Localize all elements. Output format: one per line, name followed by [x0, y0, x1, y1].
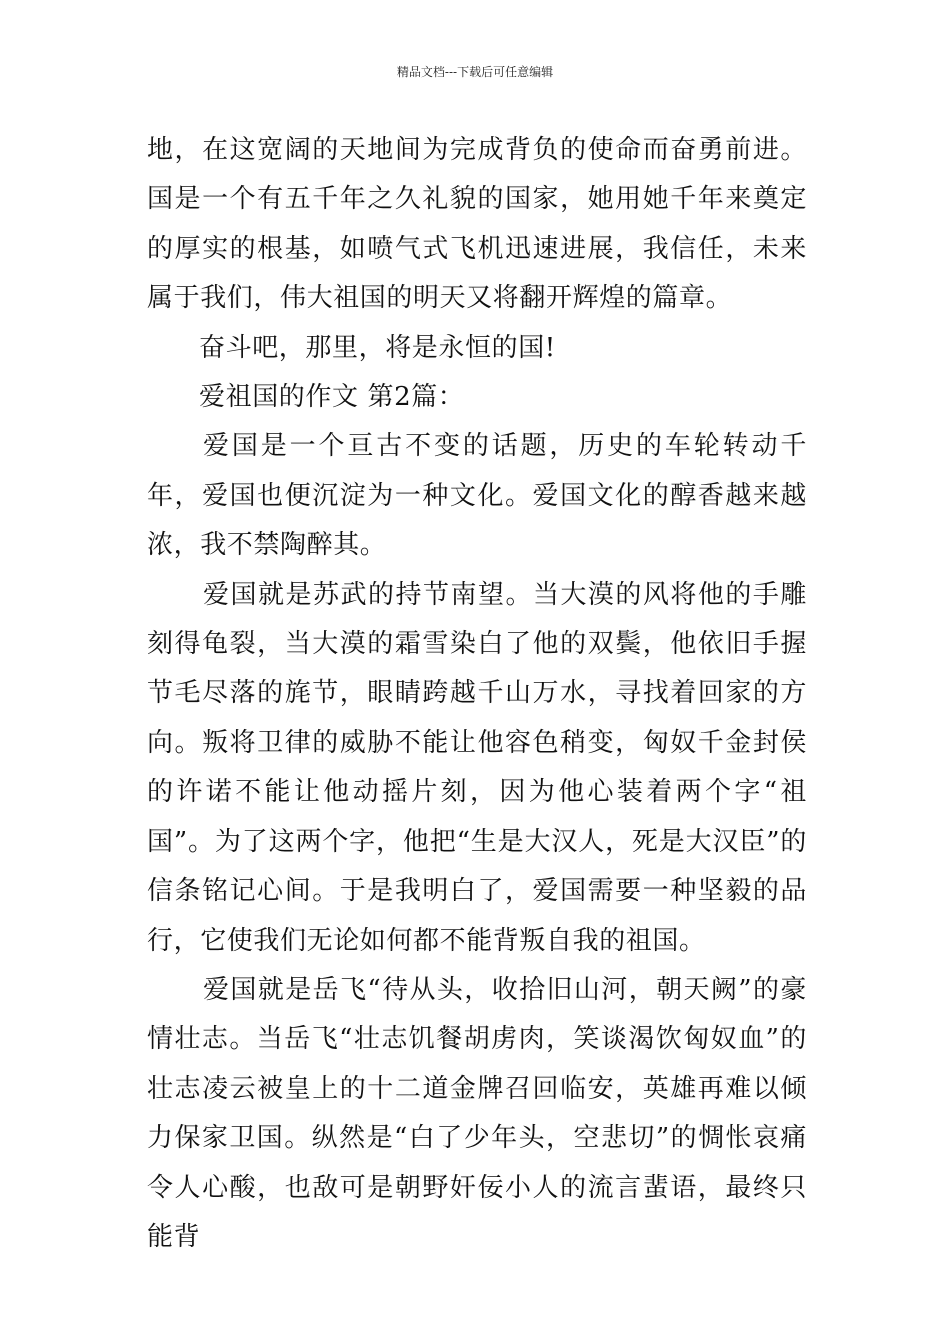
paragraph-yue-fei: 爱国就是岳飞“待从头，收拾旧山河，朝天阙”的豪情壮志。当岳飞“壮志饥餐胡虏肉，笑谈渴饮匈奴血”的壮志凌云被皇上的十二道金牌召回临安，英雄再难以倾力保家卫国。纵然是“白了少年头，空悲切”的惆怅哀痛令人心酸，也敌可是朝野奸佞小人的流言蜚语，最终只能背: [147, 974, 807, 1252]
page-header: 精品文档---下载后可任意编辑: [396, 65, 554, 79]
paragraph-su-wu: 爱国就是苏武的持节南望。当大漠的风将他的手雕刻得龟裂，当大漠的霜雪染白了他的双鬓，他依旧手握节毛尽落的旄节，眼睛跨越千山万水，寻找着回家的方向。叛将卫律的威胁不能让他容色稍变，匈奴千金封侯的许诺不能让他动摇片刻，因为他心装着两个字“祖国”。为了这两个字，他把“生是大汉人，死是大汉臣”的信条铭记心间。于是我明白了，爱国需要一种坚毅的品行，它使我们无论如何都不能背叛自我的祖国。: [147, 579, 807, 956]
paragraph-intro: 爱国是一个亘古不变的话题，历史的车轮转动千年，爱国也便沉淀为一种文化。爱国文化的醇香越来越浓，我不禁陶醉其。: [147, 431, 807, 561]
paragraph-exclamation: 奋斗吧，那里，将是永恒的国!: [199, 332, 556, 363]
document-body: [147, 126, 807, 1262]
paragraph-continuation: 地，在这宽阔的天地间为完成背负的使命而奋勇前进。国是一个有五千年之久礼貌的国家，她用她千年来奠定的厚实的根基，如喷气式飞机迅速进展，我信任，未来属于我们，伟大祖国的明天又将翻开辉煌的篇章。: [147, 135, 807, 314]
section-heading: 爱祖国的作文 第2篇：: [199, 382, 465, 413]
